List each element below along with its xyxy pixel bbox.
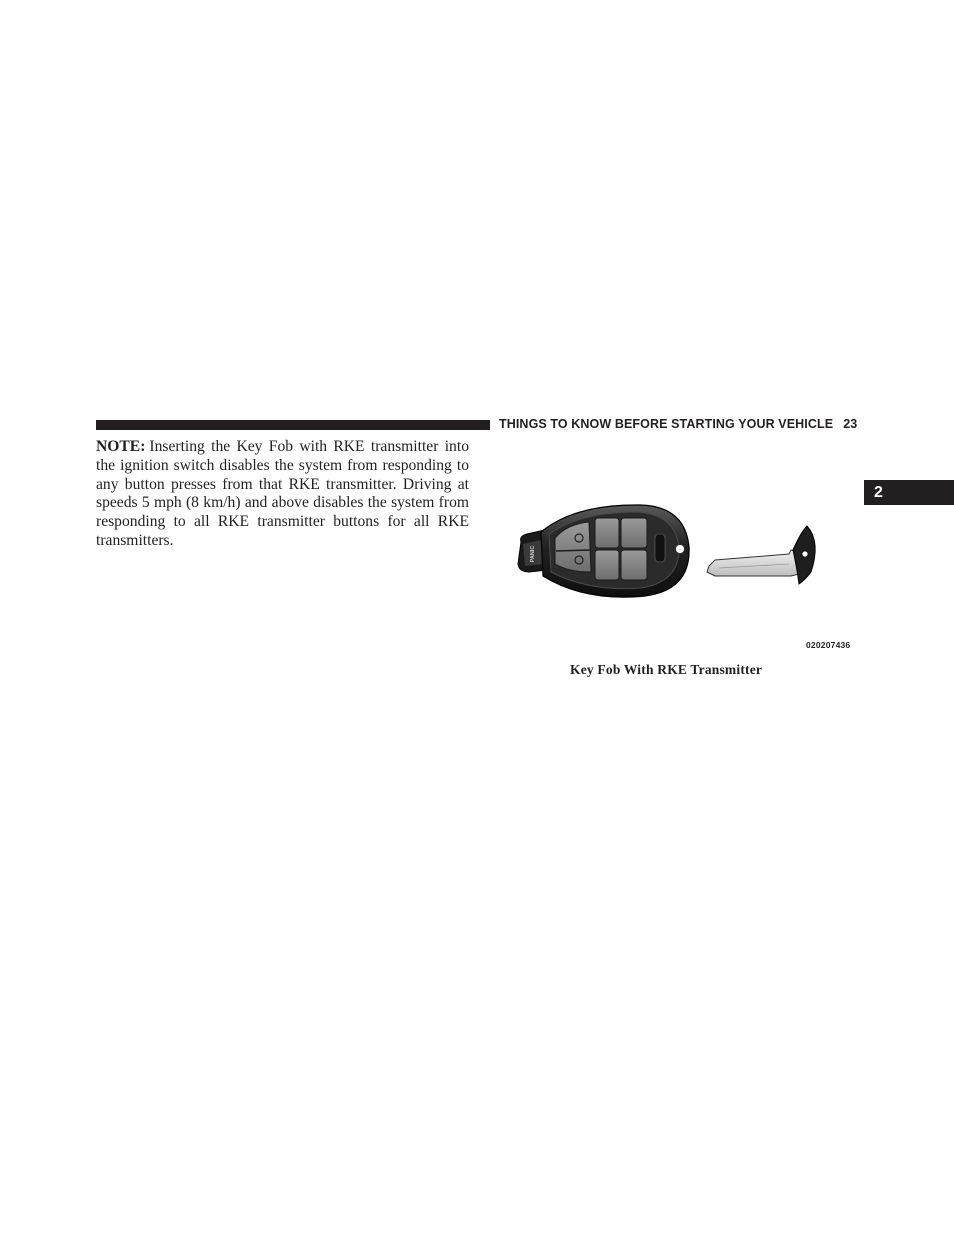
emergency-key-icon: [707, 526, 815, 584]
page-number: 23: [843, 417, 858, 431]
running-header: [499, 417, 859, 431]
key-fob-illustration: [505, 492, 860, 612]
note-text: Inserting the Key Fob with RKE transmitter into the ignition switch disables the system from responding to any button presses from that RKE transmitter. Driving at speeds 5 mph (8 km/h) and above disables the system from responding to all RKE transmitter buttons for all RKE transmitters.: [96, 438, 469, 549]
note-paragraph: [96, 438, 469, 551]
note-label: NOTE:: [96, 438, 146, 455]
header-rule: [96, 420, 490, 430]
key-fob-icon: [518, 505, 689, 597]
figure-caption: Key Fob With RKE Transmitter: [570, 662, 763, 677]
figure-image-id: 020207436: [806, 640, 851, 650]
panic-label: PANIC: [530, 545, 536, 563]
chapter-number: 2: [874, 484, 883, 501]
chapter-tab: [864, 480, 954, 505]
key-fob-figure: [505, 492, 860, 612]
section-title: THINGS TO KNOW BEFORE STARTING YOUR VEHICLE: [499, 417, 834, 431]
